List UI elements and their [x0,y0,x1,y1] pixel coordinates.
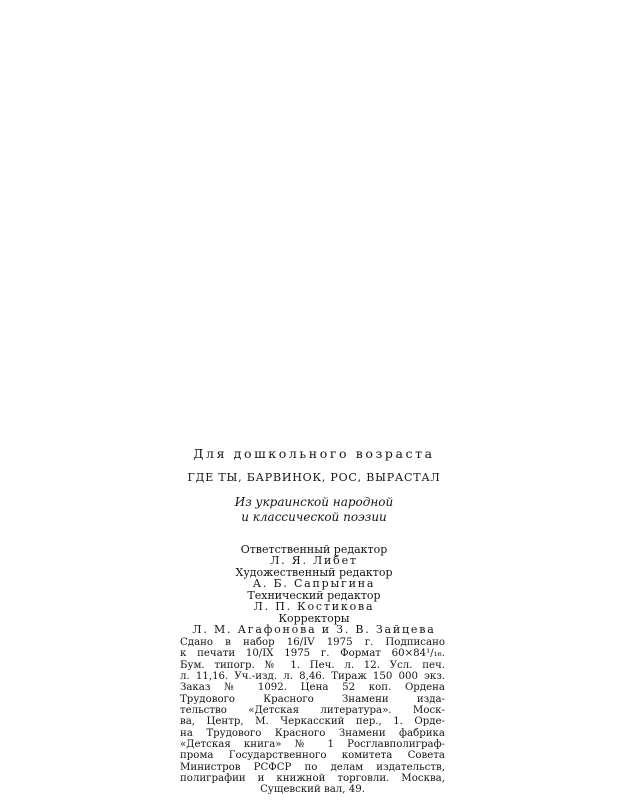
credits [168,544,460,635]
subtitle-line-1: Из украинской народной [234,495,394,509]
credit-role: Технический редактор [247,589,381,602]
imprint-line: Бум. типогр. № 1. Печ. л. 12. Усл. печ. [180,659,445,671]
book-title: ГДЕ ТЫ, БАРВИНОК, РОС, ВЫРАСТАЛ [187,471,441,484]
imprint-line: Заказ № 1092. Цена 52 коп. Ордена [180,682,445,694]
credit-responsible-editor [168,544,460,566]
colophon [168,446,460,796]
credit-name: Л. П. Костикова [253,600,375,613]
credit-name: Л. М. Агафонова и З. В. Зайцева [192,623,436,636]
credit-art-editor [168,567,460,589]
imprint-line: прома Государственного комитета Совета [180,750,445,762]
imprint-line: Трудового Красного Знамени изда- [180,693,445,705]
imprint-line: полиграфии и книжной торговли. Москва, [180,773,445,785]
credit-proofreaders [168,613,460,635]
imprint-line: ва, Центр, М. Черкасский пер., 1. Орде- [180,716,445,728]
audience-label: Для дошкольного возраста [193,446,435,461]
imprint-line: Сдано в набор 16/IV 1975 г. Подписано [180,637,445,648]
imprint-line: «Детская книга» № 1 Росглавполиграф- [180,739,445,751]
imprint-line: л. 11,16. Уч.-изд. л. 8,46. Тираж 150 000 экз. [180,671,445,683]
credit-technical-editor [168,590,460,612]
imprint-line: к печати 10/IX 1975 г. Формат 60×84¹/₁₆. [180,648,445,660]
subtitle [168,495,460,525]
credit-role: Ответственный редактор [240,543,388,556]
subtitle-line-2: и классической поэзии [241,510,387,524]
imprint-line: тельство «Детская литература». Моск- [180,705,445,717]
credit-name: А. Б. Сапрыгина [252,577,376,590]
credit-role: Художественный редактор [235,566,393,579]
imprint-address-line: Сущевский вал, 49. [260,784,365,796]
imprint-line: на Трудового Красного Знамени фабрика [180,727,445,739]
credit-role: Корректоры [278,612,350,625]
imprint-block [180,637,445,784]
credit-name: Л. Я. Либет [270,554,358,567]
imprint-line: Министров РСФСР по делам издательств, [180,761,445,773]
